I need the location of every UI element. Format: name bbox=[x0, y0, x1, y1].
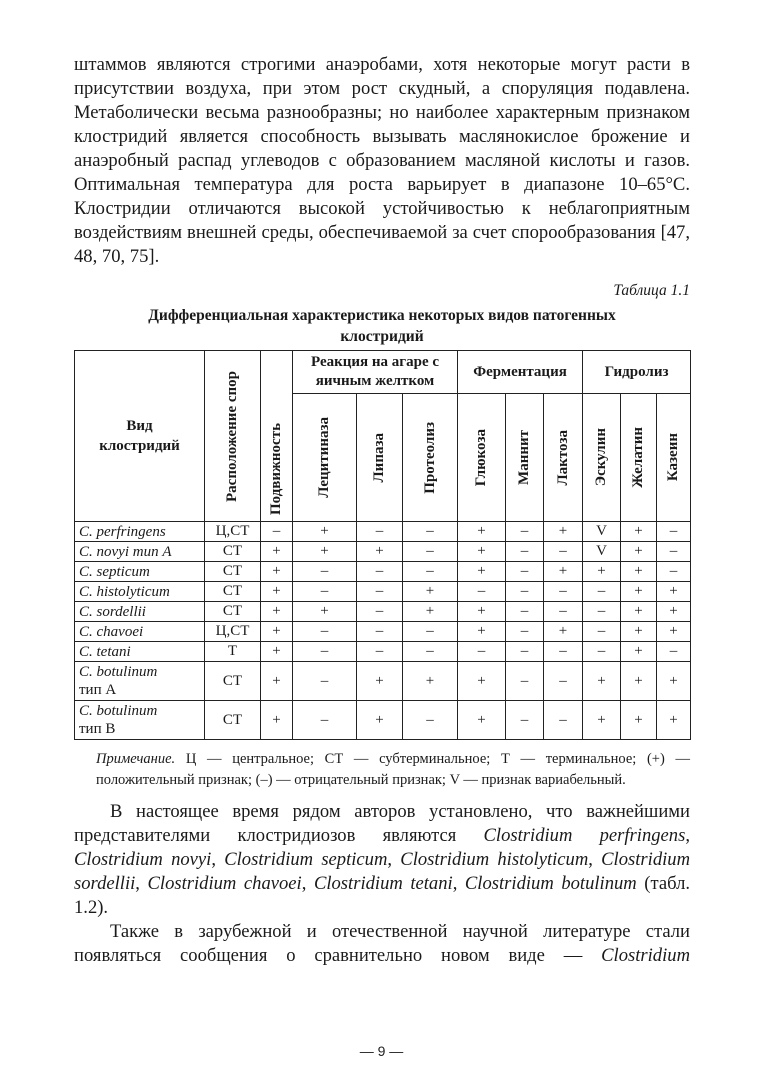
table-row bbox=[75, 622, 691, 642]
trait-cell: – bbox=[544, 602, 583, 622]
header-species: Вид клостридий bbox=[75, 351, 205, 522]
trait-cell: – bbox=[544, 701, 583, 740]
species-tetani: Clostridium tetani bbox=[313, 873, 453, 894]
trait-cell: V bbox=[583, 522, 621, 542]
trait-cell: – bbox=[506, 602, 544, 622]
trait-cell: – bbox=[403, 701, 458, 740]
trait-cell: + bbox=[458, 602, 506, 622]
page-content bbox=[74, 50, 690, 968]
species-histolyticum: Clostridium histolyticum bbox=[400, 849, 589, 870]
trait-cell: – bbox=[544, 542, 583, 562]
table-row bbox=[75, 582, 691, 602]
trait-cell: – bbox=[506, 622, 544, 642]
trait-cell: + bbox=[621, 622, 657, 642]
spore-location-cell: СТ bbox=[205, 562, 261, 582]
trait-cell: + bbox=[657, 582, 691, 602]
trait-cell: + bbox=[657, 622, 691, 642]
trait-cell: + bbox=[458, 522, 506, 542]
trait-cell: + bbox=[621, 582, 657, 602]
trait-cell: – bbox=[293, 662, 357, 701]
trait-cell: – bbox=[293, 701, 357, 740]
header-lactose: Лактоза bbox=[544, 394, 583, 522]
trait-cell: – bbox=[293, 562, 357, 582]
species-name-cell: C. botulinum тип A bbox=[75, 662, 205, 701]
intro-paragraph: штаммов являются строгими анаэробами, хотя некоторые могут расти в присутствии воздуха, при этом рост скудный, а споруляция подавлена. Метаболически весьма разнообразны; но наиболее характерным признаком клостридий является способность вызывать маслянокислое брожение и анаэробный распад углеводов с образованием масляной кислоты и газов. Оптимальная температура для роста варьирует в диапазоне 10–65°C. Клостридии отличаются высокой устойчивостью к неблагоприятным воздействиям внешней среды, обеспечиваемой за счет спорообразования [47, 48, 70, 75]. bbox=[74, 54, 690, 267]
paragraph-species-list: В настоящее время рядом авторов установлено, что важнейшими представителями клостридиозов являются Clostridium perfringens, Clostridium novyi, Clostridium septicum, Clostridium histolyticum, Clostridium sordellii, Clostridium chavoei, Clostridium tetani, Clostridium botulinum (табл. 1.2). bbox=[74, 801, 691, 918]
header-glucose: Глюкоза bbox=[458, 394, 506, 522]
table-row bbox=[75, 602, 691, 622]
species-name-cell: C. histolyticum bbox=[75, 582, 205, 602]
trait-cell: – bbox=[506, 701, 544, 740]
table-row bbox=[75, 522, 691, 542]
trait-cell: – bbox=[583, 642, 621, 662]
trait-cell: + bbox=[621, 602, 657, 622]
trait-cell: + bbox=[261, 602, 293, 622]
species-sordellii: Clostridium sordellii bbox=[74, 849, 691, 894]
trait-cell: – bbox=[583, 622, 621, 642]
trait-cell: – bbox=[657, 562, 691, 582]
trait-cell: + bbox=[357, 542, 403, 562]
trait-cell: + bbox=[357, 662, 403, 701]
trait-cell: – bbox=[403, 642, 458, 662]
trait-cell: V bbox=[583, 542, 621, 562]
header-gelatin: Желатин bbox=[621, 394, 657, 522]
header-group-fermentation: Ферментация bbox=[458, 351, 583, 394]
trait-cell: – bbox=[544, 642, 583, 662]
spore-location-cell: СТ bbox=[205, 662, 261, 701]
trait-cell: – bbox=[506, 522, 544, 542]
species-name-cell: C. chavoei bbox=[75, 622, 205, 642]
trait-cell: – bbox=[357, 522, 403, 542]
trait-cell: + bbox=[261, 542, 293, 562]
trait-cell: – bbox=[357, 602, 403, 622]
trait-cell: + bbox=[657, 662, 691, 701]
species-name-cell: C. sordellii bbox=[75, 602, 205, 622]
table-row bbox=[75, 562, 691, 582]
trait-cell: + bbox=[458, 562, 506, 582]
trait-cell: – bbox=[657, 522, 691, 542]
trait-cell: + bbox=[544, 622, 583, 642]
trait-cell: + bbox=[261, 701, 293, 740]
spore-location-cell: Ц,СТ bbox=[205, 522, 261, 542]
trait-cell: – bbox=[357, 582, 403, 602]
header-esculin: Эскулин bbox=[583, 394, 621, 522]
trait-cell: – bbox=[583, 602, 621, 622]
trait-cell: + bbox=[621, 522, 657, 542]
species-name-cell: C. botulinum тип B bbox=[75, 701, 205, 740]
spore-location-cell: СТ bbox=[205, 701, 261, 740]
trait-cell: + bbox=[293, 542, 357, 562]
trait-cell: + bbox=[621, 642, 657, 662]
header-proteolysis: Протеолиз bbox=[403, 394, 458, 522]
header-lecithinase: Лецитиназа bbox=[293, 394, 357, 522]
species-clostridium: Clostridium bbox=[601, 945, 690, 966]
trait-cell: + bbox=[621, 562, 657, 582]
note-text: Ц — центральное; СТ — субтерминальное; Т — терминальное; (+) — положительный признак; (–) — отрицательный признак; V — признак вариабельный. bbox=[96, 751, 690, 788]
trait-cell: – bbox=[293, 622, 357, 642]
trait-cell: + bbox=[261, 662, 293, 701]
trait-cell: + bbox=[261, 562, 293, 582]
table-row bbox=[75, 701, 691, 740]
header-lipase: Липаза bbox=[357, 394, 403, 522]
trait-cell: + bbox=[621, 542, 657, 562]
trait-cell: – bbox=[657, 642, 691, 662]
trait-cell: + bbox=[621, 701, 657, 740]
trait-cell: – bbox=[403, 562, 458, 582]
species-name-cell: C. perfringens bbox=[75, 522, 205, 542]
spore-location-cell: Ц,СТ bbox=[205, 622, 261, 642]
trait-cell: – bbox=[583, 582, 621, 602]
species-chavoei: Clostridium chavoei bbox=[147, 873, 302, 894]
trait-cell: – bbox=[506, 662, 544, 701]
header-motility: Подвижность bbox=[261, 351, 293, 522]
trait-cell: + bbox=[657, 701, 691, 740]
trait-cell: + bbox=[544, 522, 583, 542]
note-label: Примечание. bbox=[96, 751, 176, 767]
trait-cell: + bbox=[261, 622, 293, 642]
species-novyi: Clostridium novyi bbox=[74, 849, 212, 870]
table-body bbox=[75, 522, 691, 740]
trait-cell: + bbox=[583, 662, 621, 701]
trait-cell: – bbox=[357, 642, 403, 662]
trait-cell: – bbox=[403, 622, 458, 642]
trait-cell: + bbox=[657, 602, 691, 622]
trait-cell: – bbox=[544, 662, 583, 701]
trait-cell: + bbox=[261, 642, 293, 662]
trait-cell: + bbox=[293, 522, 357, 542]
species-name-cell: C. tetani bbox=[75, 642, 205, 662]
species-name-cell: C. novyi тип A bbox=[75, 542, 205, 562]
trait-cell: + bbox=[458, 622, 506, 642]
trait-cell: – bbox=[506, 582, 544, 602]
table-row bbox=[75, 662, 691, 701]
trait-cell: + bbox=[583, 562, 621, 582]
trait-cell: – bbox=[506, 562, 544, 582]
table-row bbox=[75, 542, 691, 562]
header-group-agar: Реакция на агаре с яичным желтком bbox=[293, 351, 458, 394]
trait-cell: + bbox=[458, 701, 506, 740]
trait-cell: + bbox=[357, 701, 403, 740]
trait-cell: – bbox=[403, 542, 458, 562]
header-group-hydrolysis: Гидролиз bbox=[583, 351, 691, 394]
species-perfringens: Clostridium perfringens bbox=[483, 825, 686, 846]
trait-cell: + bbox=[403, 662, 458, 701]
header-casein: Казеин bbox=[657, 394, 691, 522]
trait-cell: – bbox=[506, 542, 544, 562]
trait-cell: + bbox=[403, 582, 458, 602]
spore-location-cell: СТ bbox=[205, 602, 261, 622]
table-title: Дифференциальная характеристика некоторых видов патогенных клостридий bbox=[148, 307, 616, 345]
trait-cell: + bbox=[458, 542, 506, 562]
trait-cell: – bbox=[357, 622, 403, 642]
trait-cell: – bbox=[357, 562, 403, 582]
species-septicum: Clostridium septicum bbox=[224, 849, 388, 870]
trait-cell: + bbox=[621, 662, 657, 701]
clostridia-table bbox=[74, 350, 691, 740]
trait-cell: – bbox=[506, 642, 544, 662]
trait-cell: – bbox=[458, 582, 506, 602]
trait-cell: – bbox=[403, 522, 458, 542]
page-number: — 9 — bbox=[359, 1043, 404, 1059]
header-spore-location: Расположение спор bbox=[205, 351, 261, 522]
species-name-cell: C. septicum bbox=[75, 562, 205, 582]
species-botulinum: Clostridium botulinum bbox=[464, 873, 637, 894]
trait-cell: – bbox=[657, 542, 691, 562]
trait-cell: + bbox=[458, 662, 506, 701]
table-label: Таблица 1.1 bbox=[613, 282, 690, 299]
trait-cell: – bbox=[261, 522, 293, 542]
table-note bbox=[96, 749, 690, 791]
trait-cell: – bbox=[458, 642, 506, 662]
trait-cell: + bbox=[261, 582, 293, 602]
trait-cell: + bbox=[583, 701, 621, 740]
trait-cell: – bbox=[293, 582, 357, 602]
trait-cell: + bbox=[544, 562, 583, 582]
table-row bbox=[75, 642, 691, 662]
paragraph-new-species: Также в зарубежной и отечественной научной литературе стали появляться сообщения о сравнительно новом виде — Clostridium bbox=[74, 921, 690, 966]
trait-cell: – bbox=[544, 582, 583, 602]
spore-location-cell: СТ bbox=[205, 542, 261, 562]
spore-location-cell: Т bbox=[205, 642, 261, 662]
trait-cell: + bbox=[403, 602, 458, 622]
header-mannitol: Маннит bbox=[506, 394, 544, 522]
trait-cell: – bbox=[293, 642, 357, 662]
trait-cell: + bbox=[293, 602, 357, 622]
spore-location-cell: СТ bbox=[205, 582, 261, 602]
